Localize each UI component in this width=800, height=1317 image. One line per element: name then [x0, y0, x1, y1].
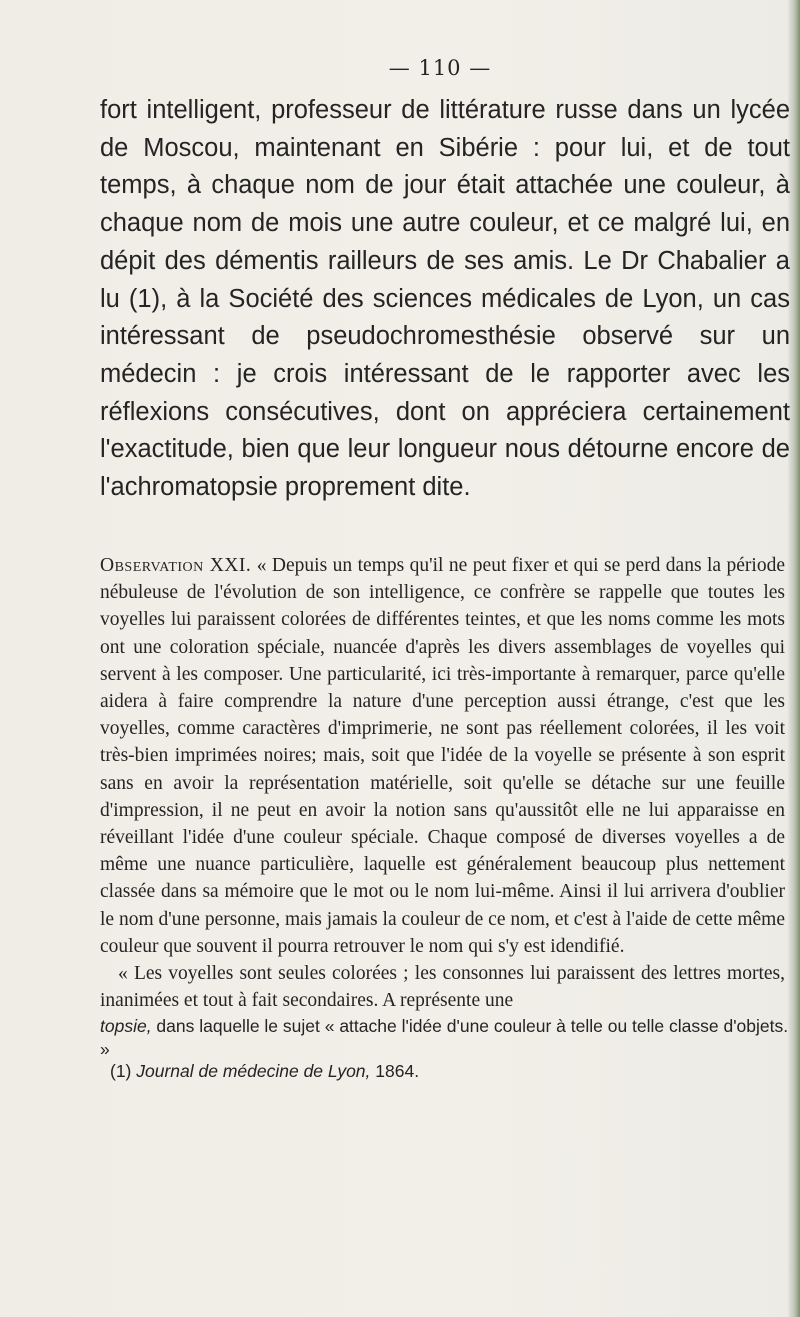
footnote-reference	[100, 1060, 790, 1083]
observation-block	[100, 552, 785, 1014]
footnote-continuation	[100, 1015, 790, 1060]
observation-paragraph-1	[100, 552, 785, 960]
main-paragraph: fort intelligent, professeur de littérature russe dans un lycée de Moscou, maintenant en Sibérie : pour lui, et de tout temps, à chaque nom de jour était attachée une couleur, à chaque nom de mois une autre couleur, et ce malgré lui, en dépit des démentis railleurs de ses amis. Le Dr Chabalier a lu (1), à la Société des sciences médicales de Lyon, un cas intéressant de pseudochromesthésie observé sur un médecin : je crois intéressant de le rapporter avec les réflexions consécutives, dont on appréciera certainement l'exactitude, bien que leur longueur nous détourne encore de l'achromatopsie proprement dite.	[100, 96, 790, 502]
observation-text-1: « Depuis un temps qu'il ne peut fixer et qui se perd dans la période nébuleuse de l'évolution de son intelligence, ce confrère se rappelle que toutes les voyelles lui paraissent colorées de différentes teintes, et que les noms comme les mots ont une coloration spéciale, nuancée d'après les divers assemblages de voyelles qui servent à les composer. Une particularité, ici très-importante à remarquer, parce qu'elle aidera à faire comprendre la nature d'une perception aussi étrange, c'est que les voyelles, comme caractères d'imprimerie, ne sont pas réellement colorées, il les voit très-bien imprimées noires; mais, soit que l'idée de la voyelle se présente à son esprit sans en avoir la représentation matérielle, soit qu'elle se détache sur une feuille d'impression, il ne peut en avoir la notion sans qu'aussitôt elle ne lui apparaisse en réveillant l'idée d'une couleur spéciale. Chaque composé de diverses voyelles a de même une nuance particulière, laquelle est généralement beaucoup plus nettement classée dans sa mémoire que le mot ou le nom lui-même. Ainsi il lui arrivera d'oublier le nom d'une personne, mais jamais la couleur de ce nom, et c'est à l'aide de cette même couleur que souvent il pourra retrouver le nom qui s'y est idendifié.	[100, 555, 785, 957]
observation-label: Observation XXI.	[100, 555, 252, 576]
observation-paragraph-2: « Les voyelles sont seules colorées ; les consonnes lui paraissent des lettres mortes, inanimées et tout à fait secondaires. A représente une	[100, 963, 785, 1012]
footnotes	[100, 1015, 790, 1083]
page-number: — 110 —	[388, 56, 492, 80]
footnote-ref-number: (1)	[110, 1061, 137, 1081]
footnote-ref-year: 1864.	[370, 1061, 420, 1081]
footnote-continuation-word: topsie,	[100, 1016, 152, 1036]
footnote-ref-journal: Journal de médecine de Lyon,	[136, 1061, 371, 1081]
footnote-continuation-text: dans laquelle le sujet « attache l'idée d'une couleur à telle ou telle classe d'objets. »	[100, 1016, 789, 1059]
